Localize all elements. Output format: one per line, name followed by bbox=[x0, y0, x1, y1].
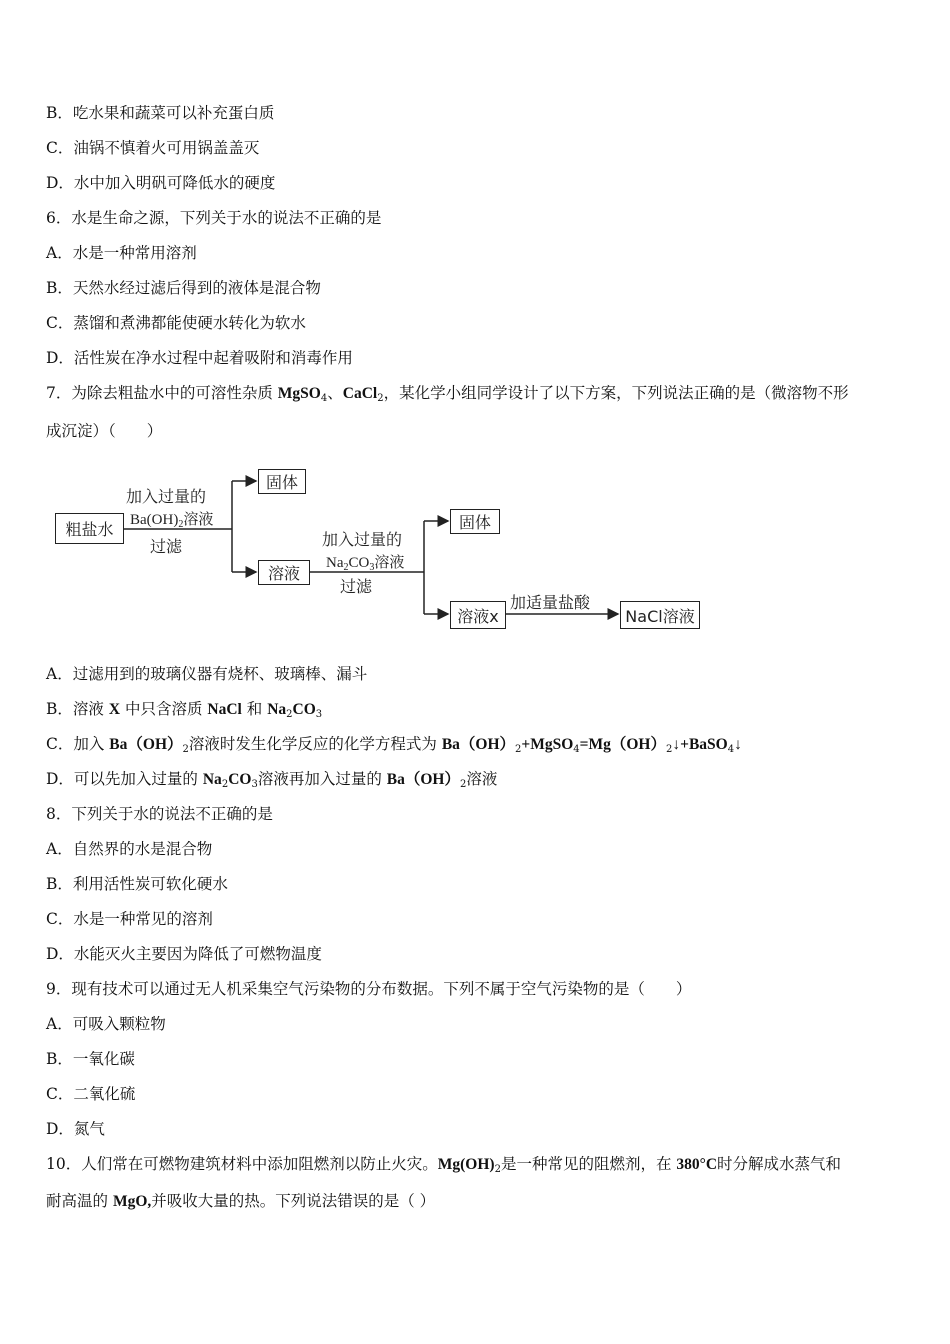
option-8d: D．水能灭火主要因为降低了可燃物温度 bbox=[46, 945, 322, 963]
option-8b: B．利用活性炭可软化硬水 bbox=[46, 875, 228, 893]
option-6a: A．水是一种常用溶剂 bbox=[46, 244, 197, 262]
option-6b: B．天然水经过滤后得到的液体是混合物 bbox=[46, 279, 321, 297]
option-6c: C．蒸馏和煮沸都能使硬水转化为软水 bbox=[46, 314, 306, 332]
option-5d: D．水中加入明矾可降低水的硬度 bbox=[46, 174, 276, 192]
option-9c: C．二氧化硫 bbox=[46, 1085, 136, 1103]
option-5b: B．吃水果和蔬菜可以补充蛋白质 bbox=[46, 104, 275, 122]
step2-label-reagent: $Na_2CO_3$溶液 bbox=[326, 553, 405, 573]
option-5c: C．油锅不慎着火可用锅盖盖灭 bbox=[46, 139, 260, 157]
question-10: 10．人们常在可燃物建筑材料中添加阻燃剂以防止火灾。$Mg(OH)_2$是一种常见的阻燃剂，在 380°C时分解成水蒸气和 bbox=[46, 1155, 842, 1175]
box-crude-salt-water: 粗盐水 bbox=[55, 513, 124, 544]
option-7d: D．可以先加入过量的 $Na_2CO_3$溶液再加入过量的 $Ba(OH)_2$溶液 bbox=[46, 770, 498, 790]
question-6: 6．水是生命之源，下列关于水的说法不正确的是 bbox=[46, 209, 382, 227]
question-7-line2: 成沉淀）（ ） bbox=[46, 422, 163, 440]
step1-label-reagent: $Ba(OH)_2$溶液 bbox=[130, 510, 214, 530]
box-solid-1: 固体 bbox=[258, 469, 306, 494]
step1-label-bottom: 过滤 bbox=[150, 537, 183, 556]
question-8: 8．下列关于水的说法不正确的是 bbox=[46, 805, 273, 823]
flow-diagram bbox=[0, 460, 950, 640]
option-9d: D．氮气 bbox=[46, 1120, 105, 1138]
step1-label-top: 加入过量的 bbox=[126, 487, 207, 506]
option-8c: C．水是一种常见的溶剂 bbox=[46, 910, 213, 928]
question-9: 9．现有技术可以通过无人机采集空气污染物的分布数据。下列不属于空气污染物的是（ ） bbox=[46, 980, 692, 998]
option-7c: C．加入 $Ba(OH)_2$溶液时发生化学反应的化学方程式为 $Ba(OH)_2+MgSO_4=Mg(OH)_2↓+BaSO_4↓$ bbox=[46, 735, 742, 755]
option-7a: A．过滤用到的玻璃仪器有烧杯、玻璃棒、漏斗 bbox=[46, 665, 368, 683]
option-9a: A．可吸入颗粒物 bbox=[46, 1015, 166, 1033]
question-10-line2: 耐高温的 MgO,并吸收大量的热。下列说法错误的是（ ） bbox=[46, 1192, 436, 1210]
option-8a: A．自然界的水是混合物 bbox=[46, 840, 213, 858]
option-6d: D．活性炭在净水过程中起着吸附和消毒作用 bbox=[46, 349, 353, 367]
step2-label-bottom: 过滤 bbox=[340, 577, 373, 596]
box-solution: 溶液 bbox=[258, 560, 310, 585]
box-nacl-solution: NaCl溶液 bbox=[620, 601, 700, 629]
option-9b: B．一氧化碳 bbox=[46, 1050, 135, 1068]
step3-label: 加适量盐酸 bbox=[510, 593, 591, 612]
question-7: 7．为除去粗盐水中的可溶性杂质 MgSO$_4$、CaCl$_2$，某化学小组同学设计了以下方案，下列说法正确的是（微溶物不形 bbox=[46, 384, 849, 404]
box-solid-2: 固体 bbox=[450, 509, 500, 534]
option-7b: B．溶液 X 中只含溶质 NaCl 和 $Na_2CO_3$ bbox=[46, 700, 323, 720]
step2-label-top: 加入过量的 bbox=[322, 530, 403, 549]
box-solution-x: 溶液x bbox=[450, 601, 506, 629]
